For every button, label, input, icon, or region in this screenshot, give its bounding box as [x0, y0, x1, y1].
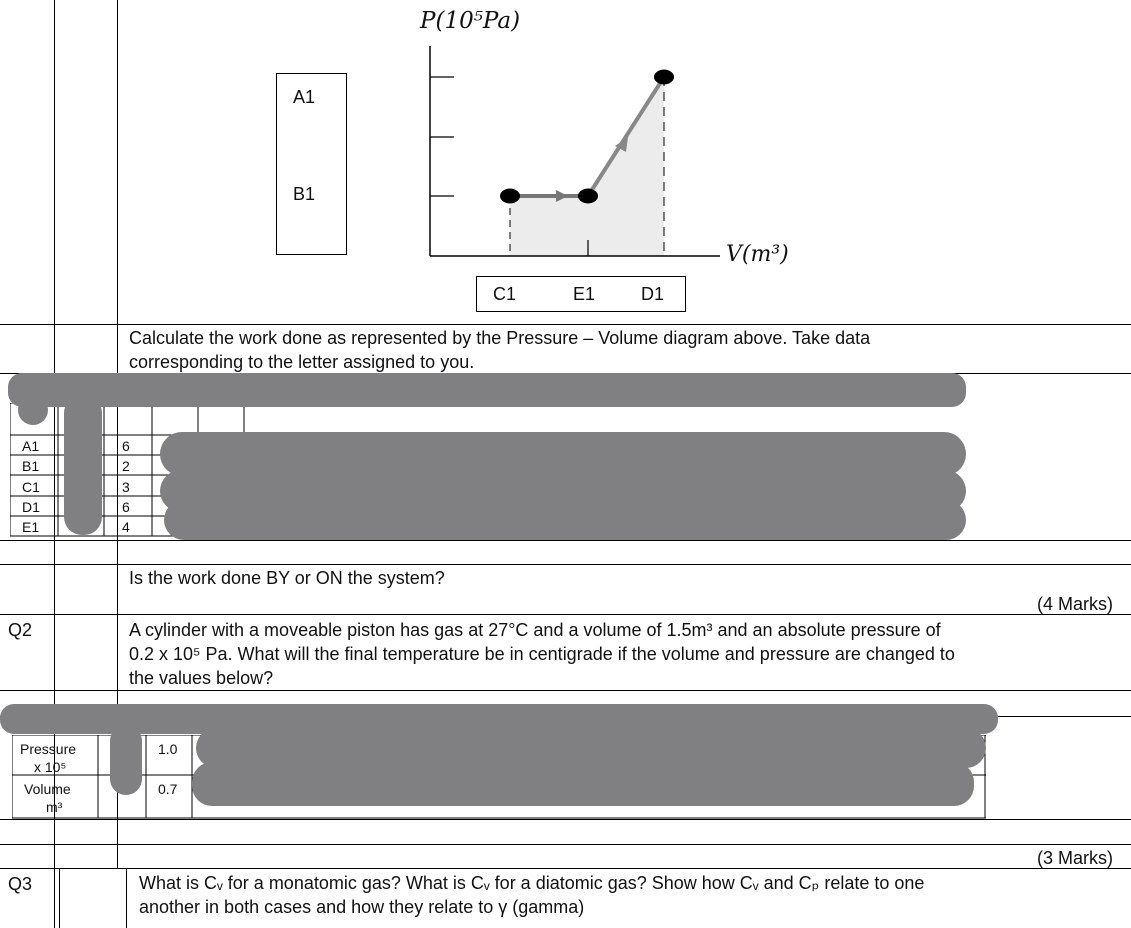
- table-letter-a1: A1: [22, 438, 40, 454]
- q2-pressure-value: 1.0: [158, 741, 178, 757]
- redaction-mark: [164, 500, 966, 540]
- table-value-a1: 6: [122, 438, 130, 454]
- row-rule: [0, 690, 1131, 691]
- q2-line1: A cylinder with a moveable piston has gas at 27°C and a volume of 1.5m³ and an absolute pressure of: [129, 620, 941, 640]
- q3-number: Q3: [8, 874, 33, 894]
- label-e1: E1: [573, 284, 596, 304]
- q2-volume-unit: m³: [46, 799, 63, 815]
- label-d1: D1: [641, 284, 665, 304]
- column-rule-q3: [59, 868, 60, 928]
- q2-line3: the values below?: [129, 668, 274, 688]
- table-letter-b1: B1: [22, 458, 40, 474]
- redaction-mark: [18, 395, 48, 425]
- q3-line2: another in both cases and how they relate to γ (gamma): [139, 897, 585, 917]
- row-rule: [0, 614, 1131, 615]
- q1-follow-up: Is the work done BY or ON the system?: [129, 568, 445, 588]
- q2-volume-label: Volume: [24, 781, 71, 797]
- column-rule-q3-main: [126, 868, 127, 928]
- label-a1: A1: [293, 87, 316, 107]
- work-area-shading: [510, 77, 664, 256]
- redaction-mark: [8, 373, 966, 407]
- q2-line2: 0.2 x 10⁵ Pa. What will the final temperature be in centigrade if the volume and pressure are changed to: [129, 644, 955, 664]
- row-rule: [0, 540, 1131, 541]
- table-value-d1: 6: [122, 499, 130, 515]
- q2-marks: (3 Marks): [1037, 848, 1113, 868]
- q1-prompt-line2: corresponding to the letter assigned to you.: [129, 352, 475, 372]
- q2-pressure-label: Pressure: [20, 741, 77, 757]
- redaction-mark: [192, 762, 974, 806]
- table-value-c1: 3: [122, 479, 130, 495]
- table-letter-d1: D1: [22, 499, 40, 515]
- q2-number: Q2: [8, 620, 33, 640]
- table-letter-e1: E1: [22, 519, 40, 535]
- q2-pressure-unit: x 10⁵: [34, 759, 67, 775]
- row-rule: [0, 819, 1131, 820]
- table-letter-c1: C1: [22, 479, 40, 495]
- x-axis-label: V(m³): [726, 242, 789, 267]
- table-value-b1: 2: [122, 458, 130, 474]
- row-rule: [0, 844, 1131, 845]
- q1-marks: (4 Marks): [1037, 594, 1113, 614]
- y-value-label-box: [276, 73, 347, 255]
- state-point-2: [578, 189, 598, 204]
- q1-prompt-line1: Calculate the work done as represented by the Pressure – Volume diagram above. Take data: [129, 328, 871, 348]
- x-value-label-box: [476, 276, 686, 312]
- state-point-3: [654, 70, 674, 85]
- label-b1: B1: [293, 184, 316, 204]
- row-rule: [0, 868, 1131, 869]
- label-c1: C1: [493, 284, 517, 304]
- redaction-mark: [110, 725, 142, 795]
- q3-line1: What is Cᵥ for a monatomic gas? What is Cᵥ for a diatomic gas? Show how Cᵥ and Cₚ relate to one: [139, 873, 925, 893]
- q2-volume-value: 0.7: [158, 781, 178, 797]
- y-axis-label: P(10⁵Pa): [420, 8, 521, 34]
- redaction-mark: [64, 395, 102, 535]
- state-point-1: [500, 189, 520, 204]
- table-value-e1: 4: [122, 519, 130, 535]
- row-rule: [0, 564, 1131, 565]
